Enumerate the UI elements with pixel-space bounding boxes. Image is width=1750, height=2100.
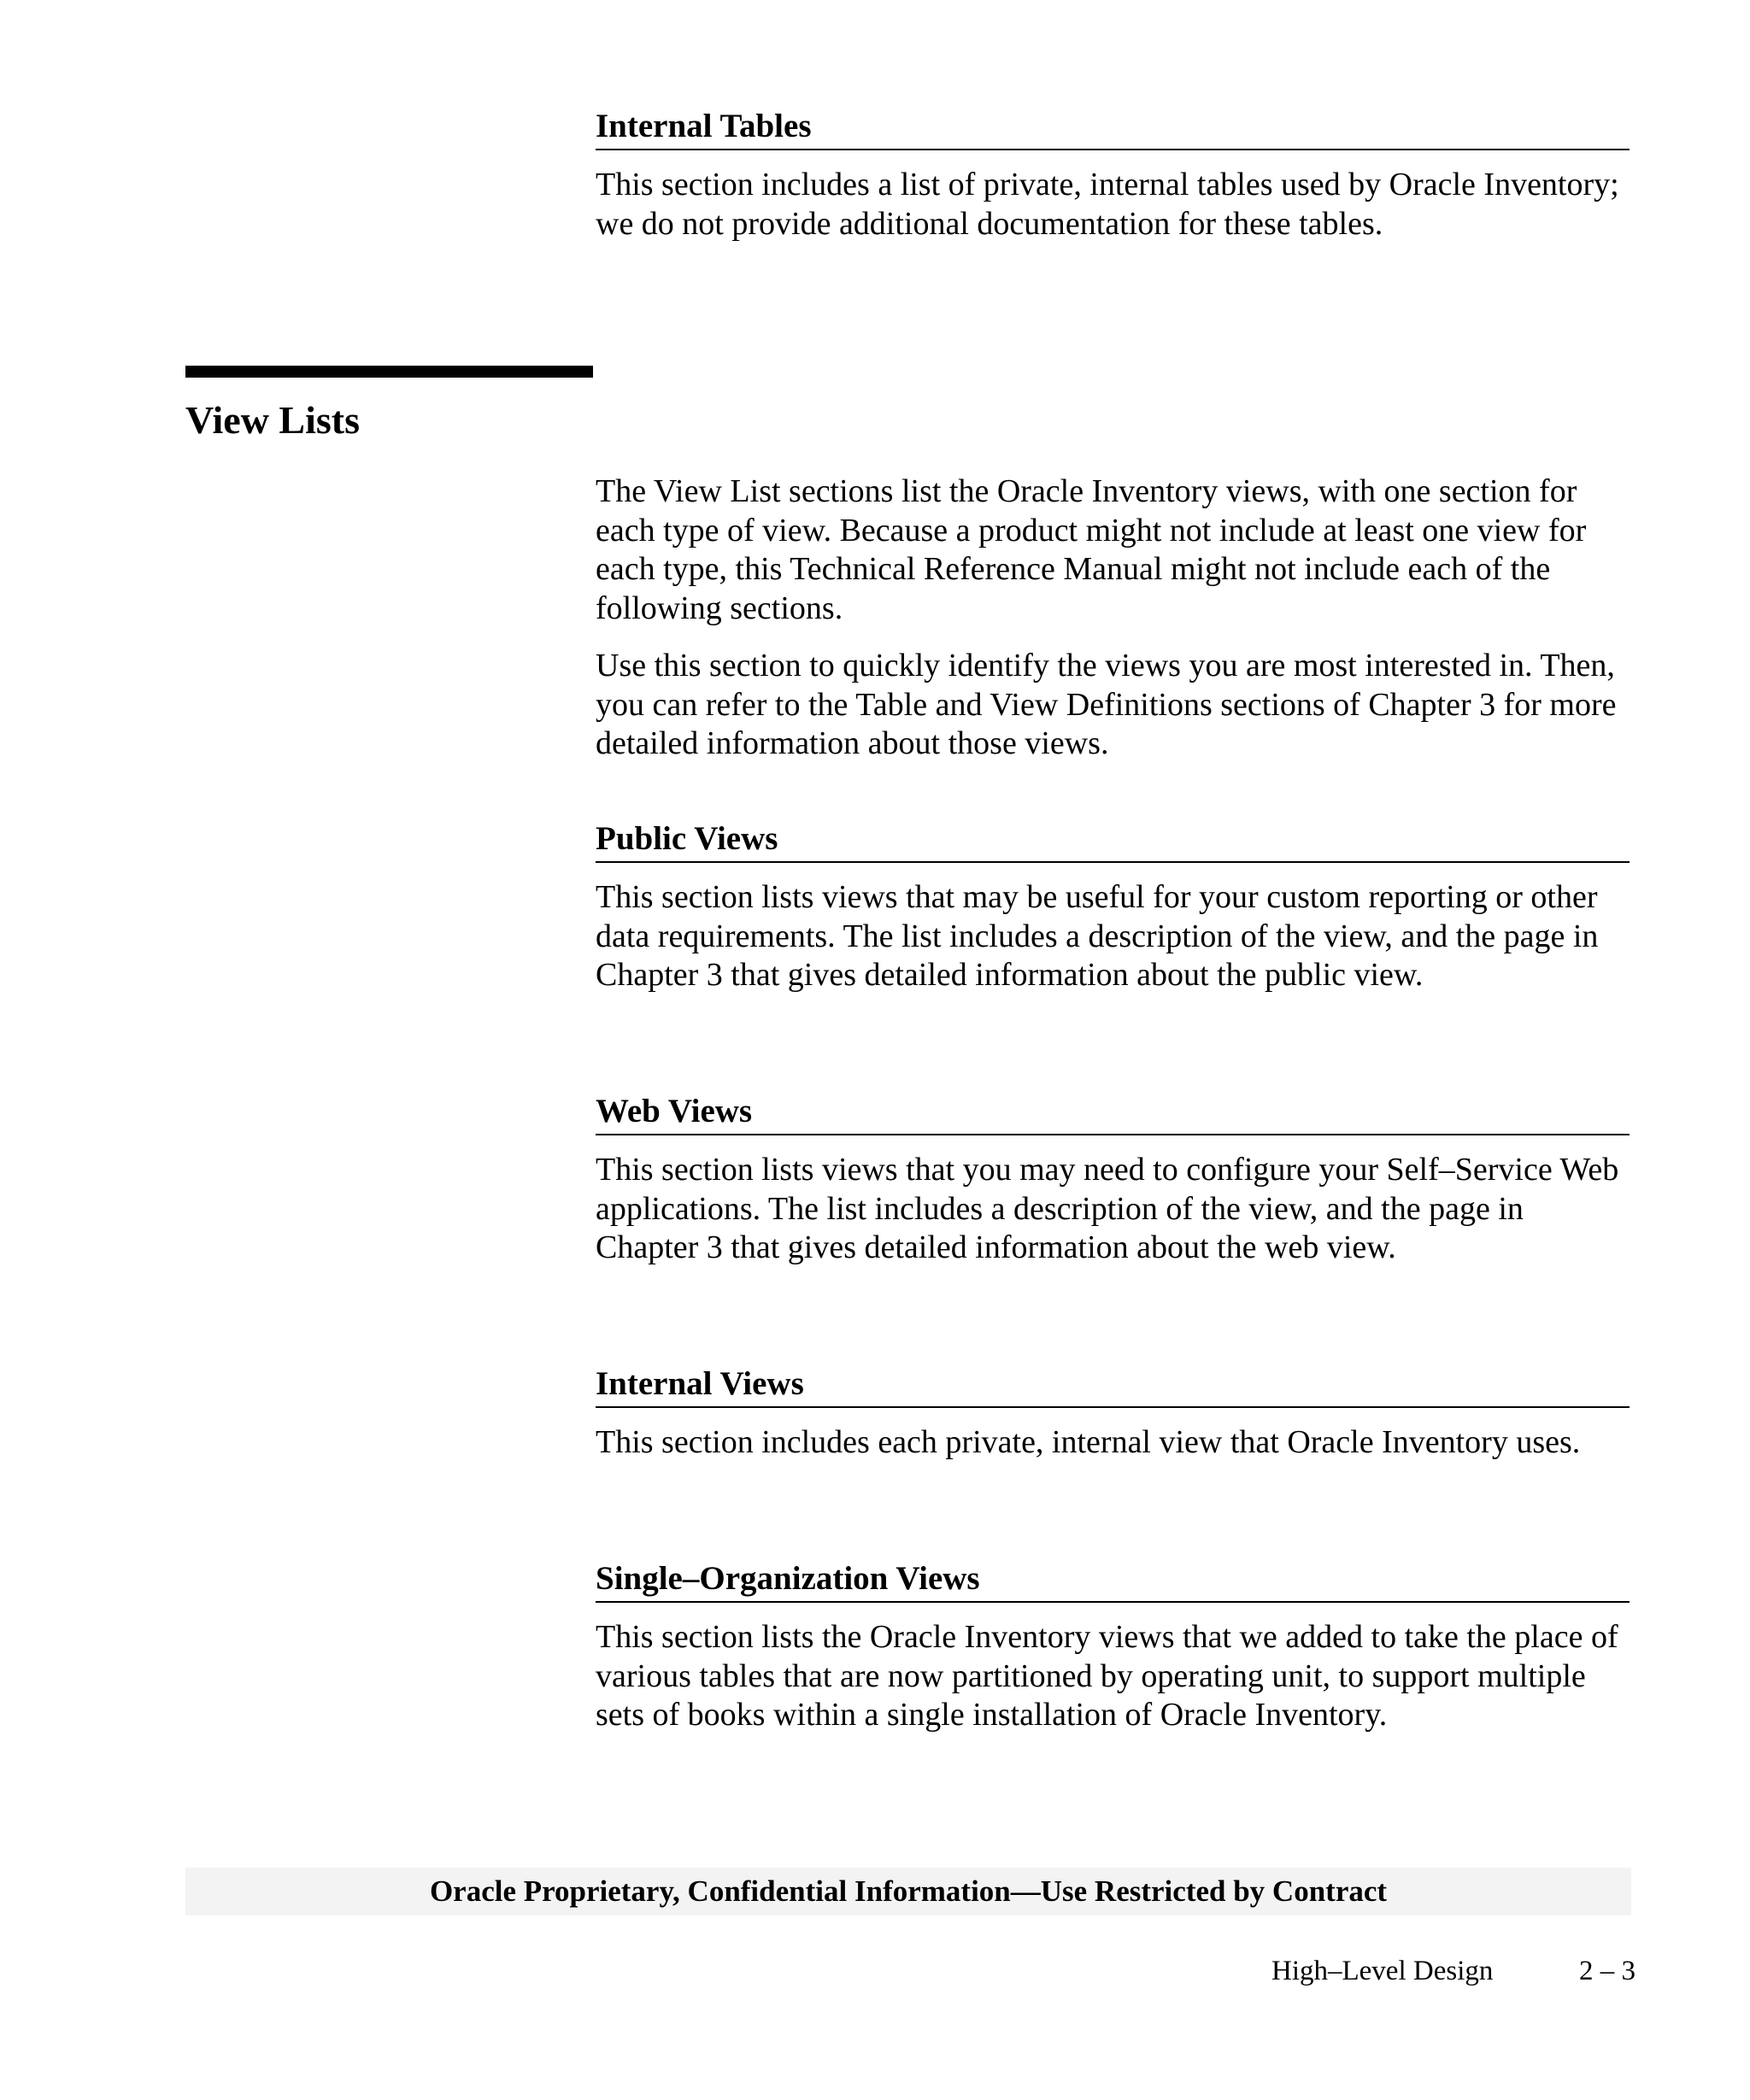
- footer-section-name: High–Level Design: [1271, 1956, 1494, 1986]
- internal-tables-heading: Internal Tables: [596, 108, 1630, 150]
- single-organization-views-section: [596, 1560, 1630, 1735]
- public-views-heading: Public Views: [596, 820, 1630, 863]
- footer-page-number: 2 – 3: [1579, 1956, 1635, 1986]
- web-views-heading: Web Views: [596, 1093, 1630, 1135]
- confidentiality-notice: Oracle Proprietary, Confidential Information––Use Restricted by Contract: [185, 1868, 1631, 1915]
- web-views-body: This section lists views that you may need to configure your Self–Service Web applications. The list includes a description of the view, and the page in Chapter 3 that gives detailed information about the web view.: [596, 1152, 1619, 1265]
- section-divider-rule: [185, 366, 593, 378]
- view-lists-intro: [596, 472, 1630, 764]
- internal-views-heading: Internal Views: [596, 1365, 1630, 1408]
- internal-tables-body: This section includes a list of private, internal tables used by Oracle Inventory; we do not provide additional documentation for these tables.: [596, 167, 1619, 242]
- internal-views-body: This section includes each private, internal view that Oracle Inventory uses.: [596, 1424, 1581, 1460]
- view-lists-heading: View Lists: [185, 398, 361, 442]
- view-lists-intro-paragraph-1: The View List sections list the Oracle Inventory views, with one section for each type of view. Because a product might not include at least one view for each type, this Technical Reference Manual might not include each of the following sections.: [596, 473, 1587, 626]
- internal-views-section: [596, 1365, 1630, 1463]
- single-organization-views-heading: Single–Organization Views: [596, 1560, 1630, 1603]
- public-views-body: This section lists views that may be useful for your custom reporting or other data requirements. The list includes a description of the view, and the page in Chapter 3 that gives detailed information about the public view.: [596, 879, 1599, 993]
- internal-tables-section: [596, 108, 1630, 243]
- view-lists-intro-paragraph-2: Use this section to quickly identify the views you are most interested in. Then, you can refer to the Table and View Definitions sections of Chapter 3 for more detailed information about those views.: [596, 648, 1617, 761]
- web-views-section: [596, 1093, 1630, 1268]
- single-organization-views-body: This section lists the Oracle Inventory views that we added to take the place of various tables that are now partitioned by operating unit, to support multiple sets of books within a single installation of Oracle Inventory.: [596, 1619, 1618, 1733]
- public-views-section: [596, 820, 1630, 995]
